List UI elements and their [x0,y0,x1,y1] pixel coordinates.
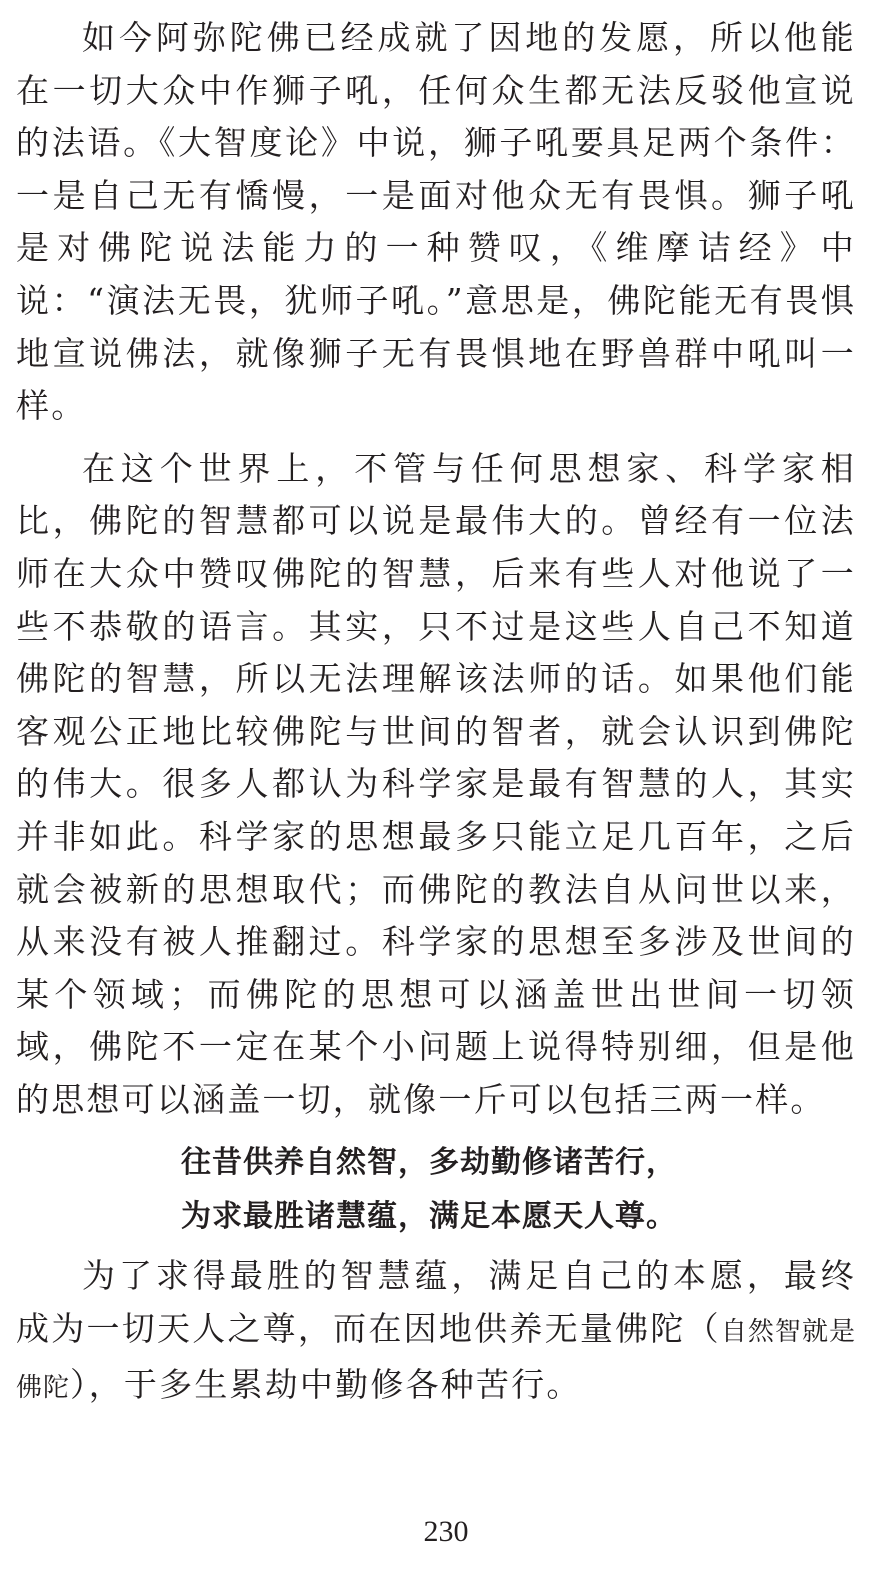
paragraph-buddha-wisdom: 在这个世界上，不管与任何思想家、科学家相比，佛陀的智慧都可以说是最伟大的。曾经有一位法师在大众中赞叹佛陀的智慧，后来有些人对他说了一些不恭敬的语言。其实，只不过是这些人自己不知道佛陀的智慧，所以无法理解该法师的话。如果他们能客观公正地比较佛陀与世间的智者，就会认识到佛陀的伟大。很多人都认为科学家是最有智慧的人，其实并非如此。科学家的思想最多只能立足几百年，之后就会被新的思想取代；而佛陀的教法自从问世以来，从来没有被人推翻过。科学家的思想至多涉及世间的某个领域；而佛陀的思想可以涵盖世出世间一切领域，佛陀不一定在某个小问题上说得特别细，但是他的思想可以涵盖一切，就像一斤可以包括三两一样。 [16,448,856,1119]
commentary-note: 自然智就是佛陀 [16,1317,856,1403]
verse-block [16,1136,856,1244]
commentary-tail: ），于多生累劫中勤修各种苦行。 [70,1364,582,1404]
page-body [16,12,856,1414]
paragraph-verse-commentary [16,1250,856,1414]
commentary-main: 为了求得最胜的智慧蕴，满足自己的本愿，最终成为一切天人之尊，而在因地供养无量佛陀（ [16,1256,856,1349]
paragraph-lion-roar: 如今阿弥陀佛已经成就了因地的发愿，所以他能在一切大众中作狮子吼，任何众生都无法反驳他宣说的法语。《大智度论》中说，狮子吼要具足两个条件：一是自己无有憍慢，一是面对他众无有畏惧。狮子吼是对佛陀说法能力的一种赞叹，《维摩诘经》中说：“演法无畏，犹师子吼。”意思是，佛陀能无有畏惧地宣说佛法，就像狮子无有畏惧地在野兽群中吼叫一样。 [16,18,856,426]
verse-line-1: 往昔供养自然智，多劫勤修诸苦行， [181,1145,677,1181]
verse-line-2: 为求最胜诸慧蕴，满足本愿天人尊。 [181,1199,677,1235]
page-number: 230 [423,1515,469,1548]
